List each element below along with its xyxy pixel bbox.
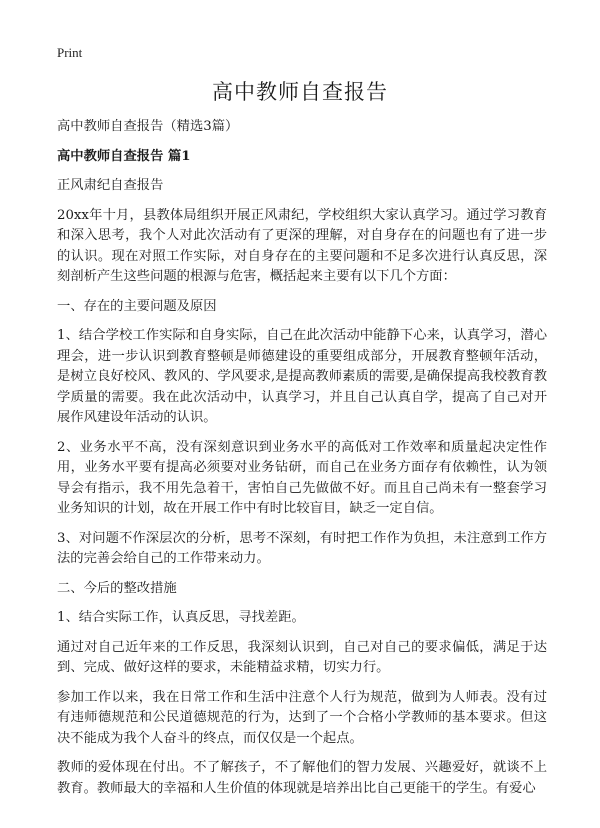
document-subtitle: 高中教师自查报告（精选3篇） [57,119,239,134]
paragraph: 一、存在的主要问题及原因 [57,298,217,314]
paragraph: 2、业务水平不高，没有深刻意识到业务水平的高低对工作效率和质量起决定性作用，业务水平要有提高必须要对业务钻研，而自己在业务方面存有依赖性，认为领导会有指示，我不用先急着干，害怕自己先做做不好。而且自己尚未有一整套学习业务知识的计划，故在开展工作中有时比较盲目，缺乏一定自信。 [57,439,547,516]
paragraph: 3、对问题不作深层次的分析，思考不深刻，有时把工作作为负担，未注意到工作方法的完善会给自己的工作带来动力。 [57,530,547,566]
document-title: 高中教师自查报告 [212,80,388,104]
paragraph: 20xx年十月，县教体局组织开展正风肃纪，学校组织大家认真学习。通过学习教育和深入思考，我个人对此次活动有了更深的理解，对自身存在的问题也有了进一步的认识。现在对照工作实际，对自身存在的主要问题和不足多次进行认真反思，深刻剖析产生这些问题的根源与危害，概括起来主要有以下几个方面： [57,207,547,284]
paragraph: 参加工作以来，我在日常工作和生活中注意个人行为规范，做到为人师表。没有过有违师德规范和公民道德规范的行为，达到了一个合格小学教师的基本要求。但这决不能成为我个人奋斗的终点，而仅仅是一个起点。 [57,689,547,746]
paragraph: 正风肃纪自查报告 [57,178,164,193]
paragraph: 教师的爱体现在付出。不了解孩子，不了解他们的智力发展、兴趣爱好，就谈不上教育。教师最大的幸福和人生价值的体现就是培养出比自己更能干的学生。有爱心 [57,760,547,796]
section-heading: 高中教师自查报告 篇1 [57,148,191,164]
document-body [57,117,547,799]
paragraph: 1、结合学校工作实际和自身实际，自己在此次活动中能静下心来，认真学习，潜心理会，进一步认识到教育整顿是师德建设的重要组成部分，开展教育整顿年活动，是树立良好校风、教风的、学风要求,是提高教师素质的需要,是确保提高我校教育教学质量的需要。我在此次活动中，认真学习，并且自己认真自学，提高了自己对开展作风建设年活动的认识。 [57,328,547,425]
paragraph: 通过对自己近年来的工作反思，我深刻认识到，自己对自己的要求偏低，满足于达到、完成、做好这样的要求，未能精益求精，切实力行。 [57,639,547,675]
paragraph: 1、结合实际工作，认真反思，寻找差距。 [57,610,305,625]
print-link[interactable]: Print [57,45,83,60]
paragraph: 二、今后的整改措施 [57,580,177,596]
